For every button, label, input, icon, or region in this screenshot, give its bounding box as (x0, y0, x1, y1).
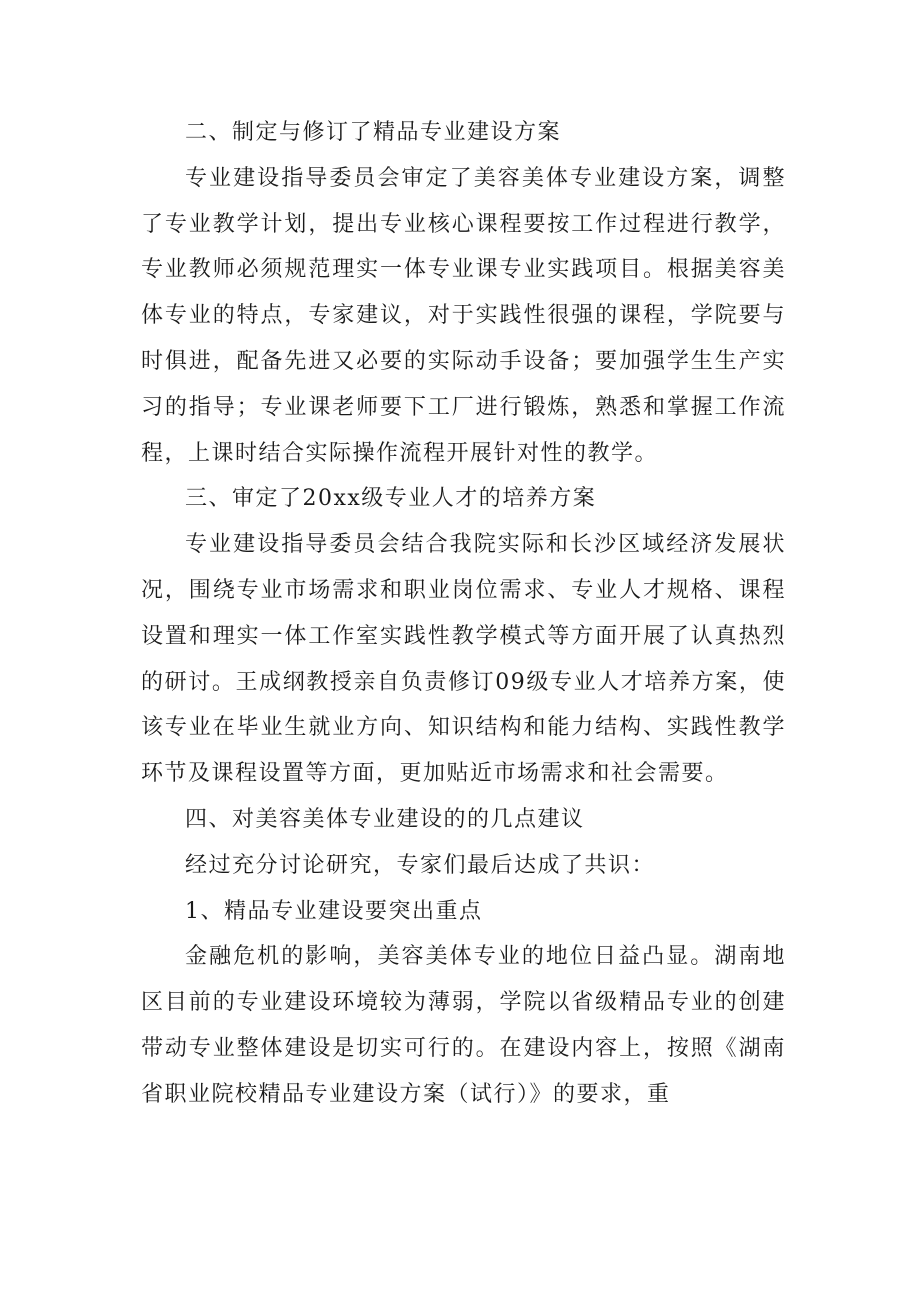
section-heading-3: 三、审定了20xx级专业人才的培养方案 (185, 486, 597, 512)
subsection-heading-1: 1、精品专业建设要突出重点 (185, 898, 483, 924)
section-heading-4: 四、对美容美体专业建设的的几点建议 (185, 806, 585, 832)
body-paragraph: 金融危机的影响，美容美体专业的地位日益凸显。湖南地区目前的专业建设环境较为薄弱，学院以省级精品专业的创建带动专业整体建设是切实可行的。在建设内容上，按照《湖南省职业院校精品专业建设方案（试行）》的要求，重 (141, 944, 786, 1107)
section-heading-2: 二、制定与修订了精品专业建设方案 (185, 120, 562, 145)
document-body (141, 110, 786, 1118)
body-paragraph: 专业建设指导委员会结合我院实际和长沙区域经济发展状况，围绕专业市场需求和职业岗位需求、专业人才规格、课程设置和理实一体工作室实践性教学模式等方面开展了认真热烈的研讨。王成纲教授亲自负责修订09级专业人才培养方案，使该专业在毕业生就业方向、知识结构和能力结构、实践性教学环节及课程设置等方面，更加贴近市场需求和社会需要。 (141, 532, 786, 787)
body-paragraph: 经过充分讨论研究，专家们最后达成了共识： (185, 852, 656, 878)
body-paragraph: 专业建设指导委员会审定了美容美体专业建设方案，调整了专业教学计划，提出专业核心课程要按工作过程进行教学，专业教师必须规范理实一体专业课专业实践项目。根据美容美体专业的特点，专家建议，对于实践性很强的课程，学院要与时俱进，配备先进又必要的实际动手设备；要加强学生生产实习的指导；专业课老师要下工厂进行锻炼，熟悉和掌握工作流程，上课时结合实际操作流程开展针对性的教学。 (141, 165, 786, 466)
